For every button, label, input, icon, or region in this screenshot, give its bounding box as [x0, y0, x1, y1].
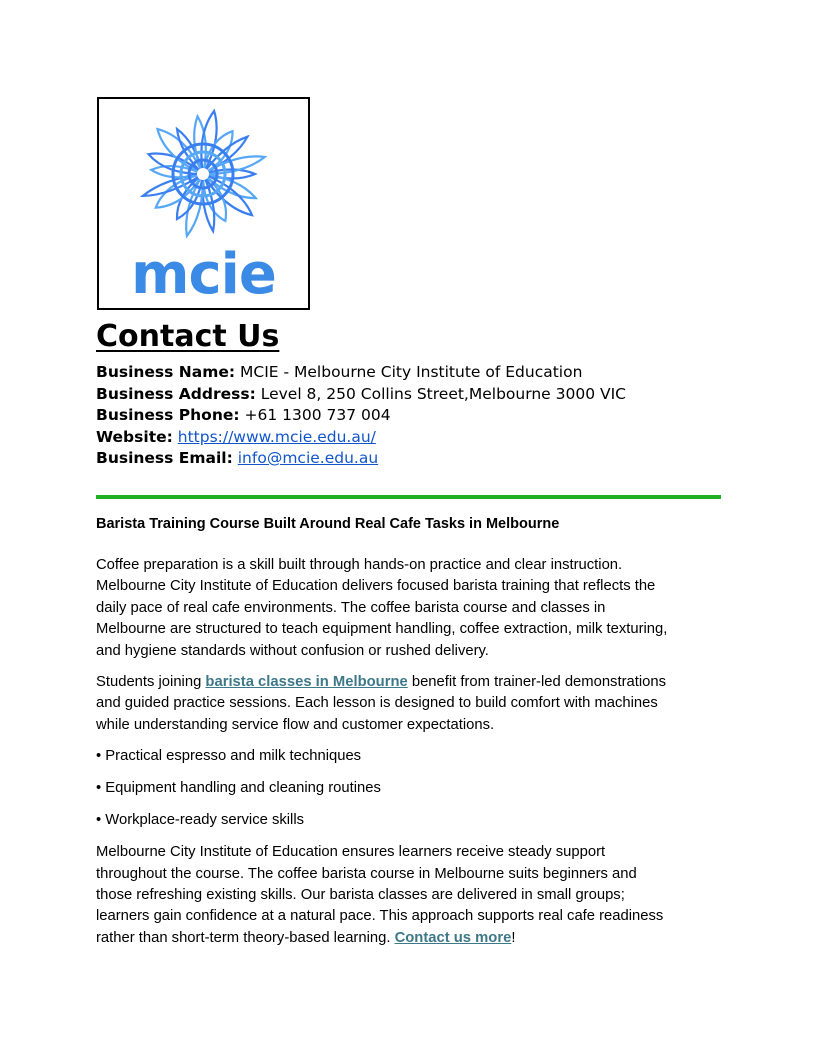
business-phone-value: +61 1300 737 004 [244, 406, 391, 424]
flower-center [197, 168, 209, 180]
paragraph-line: while understanding service flow and customer expectations. [96, 716, 495, 733]
business-email-label: Business Email: [96, 449, 233, 467]
paragraph-line: Melbourne are structured to teach equipment handling, coffee extraction, milk texturing, [96, 621, 668, 638]
list-item: • Practical espresso and milk techniques [96, 748, 362, 765]
business-address-label: Business Address: [96, 384, 256, 403]
business-phone-row [96, 405, 626, 427]
paragraph-line [96, 672, 726, 693]
business-phone-label: Business Phone: [96, 406, 240, 424]
paragraph-line: throughout the course. The coffee barista course in Melbourne suits beginners and [96, 865, 637, 882]
paragraph-2 [96, 672, 726, 736]
article-title: Barista Training Course Built Around Real Cafe Tasks in Melbourne [96, 516, 560, 532]
text-segment: ! [511, 929, 516, 946]
website-label: Website: [96, 427, 173, 446]
paragraph-line: daily pace of real cafe environments. The coffee barista course and classes in [96, 599, 606, 616]
contact-info [96, 362, 626, 470]
paragraph-line: and hygiene standards without confusion or rushed delivery. [96, 642, 489, 659]
business-name-row [96, 362, 626, 384]
paragraph-1 [96, 555, 726, 662]
business-address-row [96, 384, 626, 406]
logo [97, 97, 310, 310]
green-divider [96, 495, 721, 499]
paragraph-line [96, 928, 726, 949]
paragraph-line: Melbourne City Institute of Education ensures learners receive steady support [96, 844, 606, 861]
list-item: • Workplace-ready service skills [96, 812, 305, 829]
business-address-value: Level 8, 250 Collins Street,Melbourne 3000 VIC [260, 384, 626, 403]
barista-classes-link[interactable]: barista classes in Melbourne [205, 674, 408, 691]
text-segment: rather than short-term theory-based learning. [96, 929, 395, 946]
paragraph-line: learners gain confidence at a natural pace. This approach supports real cafe readiness [96, 908, 664, 925]
text-segment: Students joining [96, 674, 206, 691]
logo-wordmark: mcie [131, 242, 276, 307]
paragraph-line: Coffee preparation is a skill built through hands-on practice and clear instruction. [96, 557, 623, 573]
paragraph-3 [96, 842, 726, 949]
business-email-row [96, 448, 626, 470]
email-link[interactable]: info@mcie.edu.au [237, 449, 379, 467]
contact-us-more-link[interactable]: Contact us more [394, 929, 512, 946]
business-name-value: MCIE - Melbourne City Institute of Education [240, 363, 583, 381]
paragraph-line: and guided practice sessions. Each lesson is designed to build comfort with machines [96, 695, 658, 712]
business-name-label: Business Name: [96, 363, 236, 381]
paragraph-line: Melbourne City Institute of Education delivers focused barista training that reflects the [96, 578, 656, 595]
text-segment: benefit from trainer-led demonstrations [407, 674, 666, 691]
website-link[interactable]: https://www.mcie.edu.au/ [177, 427, 376, 446]
website-row [96, 427, 626, 449]
list-item: • Equipment handling and cleaning routines [96, 780, 381, 797]
page-title: Contact Us [96, 319, 280, 354]
article-body [96, 555, 726, 959]
paragraph-line: those refreshing existing skills. Our barista classes are delivered in small groups; [96, 887, 625, 904]
